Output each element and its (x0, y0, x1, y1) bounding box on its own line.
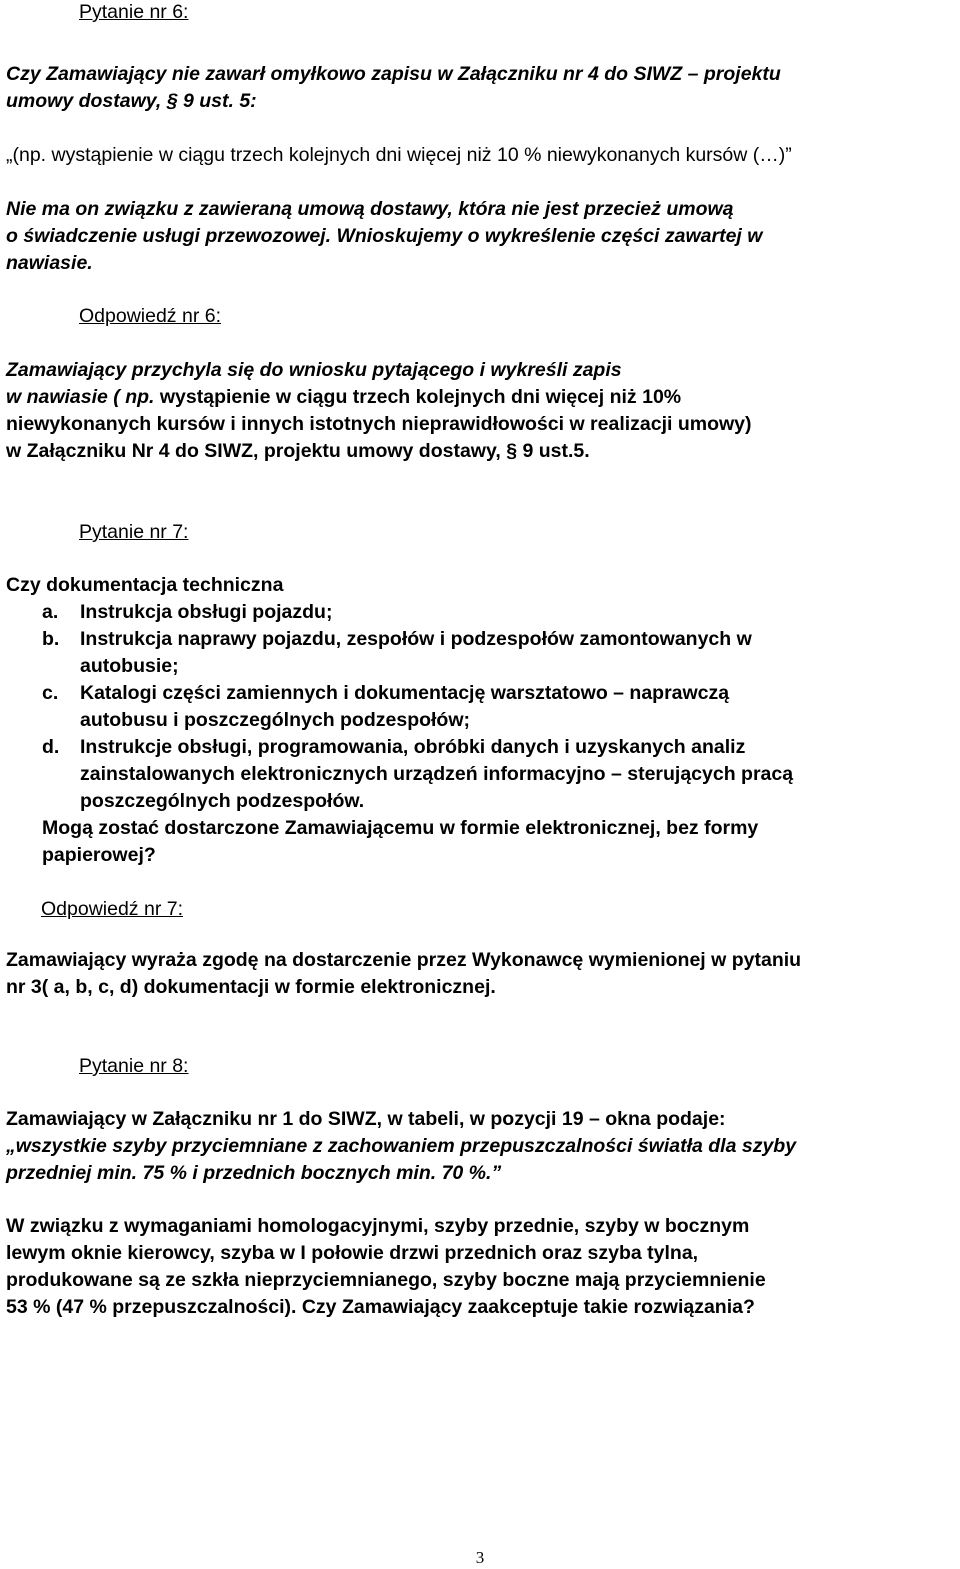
question-8-label: Pytanie nr 8: (79, 1055, 189, 1077)
question-6-line-1: Czy Zamawiający nie zawarł omyłkowo zapisu w Załączniku nr 4 do SIWZ – projektu (6, 63, 781, 85)
page-number: 3 (475, 1548, 485, 1567)
list-item-b: b. Instrukcja naprawy pojazdu, zespołów i podzespołów zamontowanych w autobusie; (42, 628, 752, 677)
question-6-line-2: umowy dostawy, § 9 ust. 5: (6, 90, 257, 112)
list-item-a: a. Instrukcja obsługi pojazdu; (42, 601, 333, 623)
answer-7-text: Zamawiający wyraża zgodę na dostarczenie przez Wykonawcę wymienionej w pytaniu nr 3( a, b, c, d) dokumentacji w formie elektronicznej. (6, 949, 802, 998)
question-7-intro: Czy dokumentacja techniczna (6, 574, 284, 596)
list-item-d: d. Instrukcje obsługi, programowania, obróbki danych i uzyskanych analiz zainstalowanych elektronicznych urządzeń informacyjno – sterujących pracą poszczególnych podzespołów. (42, 736, 794, 812)
question-6-quote: „(np. wystąpienie w ciągu trzech kolejnych dni więcej niż 10 % niewykonanych kursów (…)” (6, 144, 792, 166)
answer-6-label: Odpowiedź nr 6: (79, 305, 221, 327)
answer-6-text: Zamawiający przychyla się do wniosku pytającego i wykreśli zapis w nawiasie ( np. wystąpienie w ciągu trzech kolejnych dni więcej niż 10% niewykonanych kursów i innych istotnych nieprawidłowości w realizacji umowy) w Załączniku Nr 4 do SIWZ, projektu umowy dostawy, § 9 ust.5. (6, 359, 752, 462)
list-item-c: c. Katalogi części zamiennych i dokumentację warsztatowo – naprawczą autobusu i poszczególnych podzespołów; (42, 682, 730, 731)
question-7-label: Pytanie nr 7: (79, 521, 189, 543)
question-6-label: Pytanie nr 6: (79, 1, 189, 23)
question-6-comment: Nie ma on związku z zawieraną umową dostawy, która nie jest przecież umową o świadczenie usługi przewozowej. Wnioskujemy o wykreślenie części zawartej w nawiasie. (6, 198, 763, 274)
question-7-body (6, 572, 956, 869)
answer-7-label: Odpowiedź nr 7: (41, 898, 183, 920)
question-6-text (6, 61, 956, 115)
question-8-paragraph-1: Zamawiający w Załączniku nr 1 do SIWZ, w tabeli, w pozycji 19 – okna podaje: „wszystkie szyby przyciemniane z zachowaniem przepuszczalności światła dla szyby przedniej min. 75 % i przednich bocznych min. 70 %.” (6, 1108, 797, 1184)
question-8-paragraph-2: W związku z wymaganiami homologacyjnymi, szyby przednie, szyby w bocznym lewym oknie kierowcy, szyba w I połowie drzwi przednich oraz szyba tylna, produkowane są ze szkła nieprzyciemnianego, szyby boczne mają przyciemnienie 53 % (47 % przepuszczalności). Czy Zamawiający zaakceptuje takie rozwiązania? (6, 1215, 766, 1318)
question-7-closing: Mogą zostać dostarczone Zamawiającemu w formie elektronicznej, bez formy papierowej? (42, 817, 759, 866)
